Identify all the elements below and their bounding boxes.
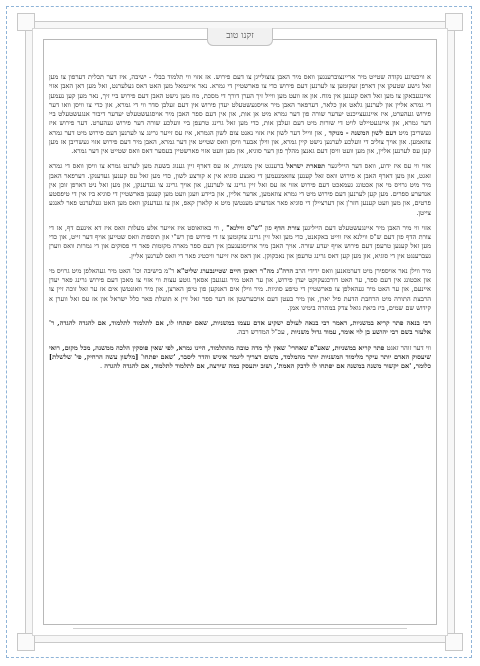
- paragraph-2: [49, 162, 431, 218]
- document-body: [49, 73, 431, 615]
- quote-paragraph-2: [49, 344, 431, 372]
- paragraph-text: א וויכטיגע נקודה שטייט מיר אריינצוברענגען וואס מיר האבן צוצולייגן צו דעם פירוש. אז אזוי ווי תלמוד בבלי - ישיבה, איז דער תכלית דערפון צו מען זאל גישע שטעקן אין דארפן זעקומען צו לערנען דעם פירוש כדי צו פארשטיין די גמרא. נאר איינמאל מען האט דאס געלערנט, זאל מען דאן האבן אזוי איינגעבאקן צו מען זאל דאס קענען אין מוח. און אז וועט מען ווייל זיך הערן דורך די מסכת, מוז מען נישט האבן דעם פירוש ביי זיך, נאר מען קען נעמען די גמרא אליין און לערנען גלאט און כלאר, דערפאר האבן מיר אויסגעשטעלט יעדן פירוש אין דעם זעלבן סדר ווי די גמרא, און כדי צו וויסן וואו דער פירוש געהערט, איז איינגעצייכנט יעדער שורה פון דער גמרא מיט אן אות, און אין דעם ספר האבן מיר אויסגעשטעלט יעדער דיבור אנגעשטעלט ביי דער גמרא, און איינגעטיילט לויט די שורות מיט דעם זעלבן אות, כדי מען זאל גרינג טרעפן ביי וועלכע שורה דער פירוש געהערט. דער פירוש איז געשריבן מיט: [49, 73, 431, 137]
- footer-divider: [73, 628, 407, 629]
- decorative-frame: [25, 21, 455, 643]
- paragraph-text: מיר ווילן נאר אויספירן מיט דערמאנען וואס ידידי הרב: [295, 266, 431, 275]
- quote-bold-text: פתר קריא במשניות, שאע"פ שאחרי' שאין לך מדה טובה מהתלמוד, היינו גמרא, לפי שאין פוסקין הלכה ממשנה, מכל מקום, רואי שיעסוק האדם יותר עיקר מלימוד המשניות יותר מהמלמד, משום דצריך ליגמר איניש והדר ליסבר, 'שאם יפתחו' [מלשון עשה הרחיק, פי' שלשלת] כלומר, 'אם יקשור משנה במשנה אם יפתחו לו לדבק האמת', ושוב יתעסק במה שירצה, אם לתלמוד לתלמוד, אם להגדה להגדה: [49, 343, 431, 370]
- paragraph-4: [49, 267, 431, 313]
- frame-mid-border: [32, 28, 448, 636]
- paragraph-text: אזוי ווי מיר האבן מיר איינגעשטעלט דעם הייליגען: [302, 223, 431, 232]
- paragraph-bold-text: דעם לשון המשנה - מנוקד: [328, 128, 397, 137]
- quote-source-text: , עכ"ל המדרש רבה.: [236, 328, 289, 337]
- paragraph-text: , און ווייל דער לשון איז אזוי נאנט צום לשון הגמרא, איז עס זייער גרינג צו לערנען דעם פירוש מיט דער גמרא צוזאמען. און אויך צוליב די וועלכע לערנען נישט קיין גמרא, און ווילן אבער וויסן וואס שטייט אין דער גמרא, האבן מיר דעם פירוש אזוי געשריבן אז מען קען עס לערנען אליין, און מען וועט וויסן דעם גאנצן מהלך פון דער סוגיא, און מען וועט אזוי פארשטיין בעסער דאס וואס שטייט אין דער גמרא.: [49, 128, 431, 155]
- paragraph-bold-text: הרה"ג מה"ר ראובן חיים שטיינבערג שליט"א: [176, 266, 294, 275]
- paragraph-text: פון: [262, 223, 272, 232]
- paragraph-bold-text: "ש"ס ווילנא": [226, 223, 263, 232]
- quote-paragraph-1: [49, 319, 431, 338]
- paragraph-text: ווי דער זוהר זאגט: [384, 343, 432, 352]
- paragraph-1: [49, 73, 431, 156]
- paragraph-bold-text: צורת הדף: [274, 223, 300, 232]
- paragraph-bold-text: תפארת ישראל: [286, 162, 326, 171]
- quote-bold-text: רבי בנאה פתר קריא במשניות, דאמר רבי בנאה לעולם ישקיע אדם עצמו במשניות, שאם יפתחו לו, אם לתלמוד לתלמוד, אם להגדה להגדה, ר' אלעזר בשם רבי יהושע בן לוי אומר, עמוד גדול משניות: [49, 319, 431, 337]
- page-header-title: זקנו טוב: [207, 28, 273, 46]
- paragraph-text: ברענגט אין משניות, אז עס דארף זיין גענוג בשעת מען לערנט גמרא צו וויסן וואס די גמרא זאגט, און מען דארף האבן א פירוש וואס זאל קענען צוזאמנעמען די גאנצע סוגיא אין א קורצע לשון, כדי מען זאל עס קענען געדענקן. דערפאר האבן מיר מיט גרויס מי און אכטונג געמאכט דעם פירוש אזוי אז עס זאל זיין גרינג צו לערנען, און אויך גרינג צו געדענקן, און מען זאל ניט דארפן זוכן אין אנדערע ספרים. מען קען לערנען דעם פירוש מיט די גמרא צוזאמען, אדער אליין, און ביידע וועגן וועט מען קענען פארשטיין די סוגיא ביז אין די טיפסטע פרטים, און מען וועט קענען חזר'ן און דערציילן די סוגיא פאר אנדערע מענטשן מיט א קלארן קאפ, און צו געדענקן וואס מען האט געלערנט פאר לאנגע צייטן.: [49, 162, 431, 217]
- paragraph-3: [49, 224, 431, 261]
- page-canvas: [6, 6, 472, 658]
- paragraph-text: .: [100, 362, 103, 370]
- paragraph-text: אזוי ווי עס איז ידוע, וואס דער הייליגער: [327, 162, 431, 171]
- paragraph-text: ר"מ בישיבה וכו' האט מיר געהאלפן מיט גרויס מי און אכטונג אין דעם ספר, ער האט דורכגעקוקט יעדן פירוש, און ער האט מיר געגעבן אסאך גוטע עצות ווי אזוי צו מאכן דעם פירוש גרינג פאר יעדן איינעם, און ער האט מיר געהאלפן צו פארשטיין די טיפע סוגיות. מיר ווילן אים דאנקען פון טיפן הארצן, און מיר וואונטשן אים אז ער זאל זוכה זיין צו הרבצת התורה מיט הרחבת הדעת פיל יארן, און מיר בעטן דעם אויבערשטן אז דער ספר זאל זיין א תועלת פאר כלל ישראל און אז עס זאל ווערן א קידוש שם שמים, ביז ביאת גואל צדק במהרה בימינו אמן.: [49, 266, 431, 312]
- paragraph-text: , ווי באוואוסט איז אייער אלע מעלות וואס איז דא אינעם דף, אז די צורת הדף פון דעם ש"ס ווילנא איז ווייט באקאנט, כדי מען זאל זיין גרינג צוקומען צו די פירוש פון רש"י און תוספות וואס שטייען אויף דער זייט, און כדי מען זאל קענען טרעפן דעם פירוש אויף יעדע שורה. אויך האבן מיר ארויסגעגעבן אין דעם ספר מארה מקומות פאר די פסוקים און די גמרות וואס ווערן געברענגט אין די סוגיא, און מען קען דאס גרינג טרעפן און נאכקוקן. און דאס איז זייער וויכטיג פאר די וואס לערנען אליין.: [49, 223, 431, 260]
